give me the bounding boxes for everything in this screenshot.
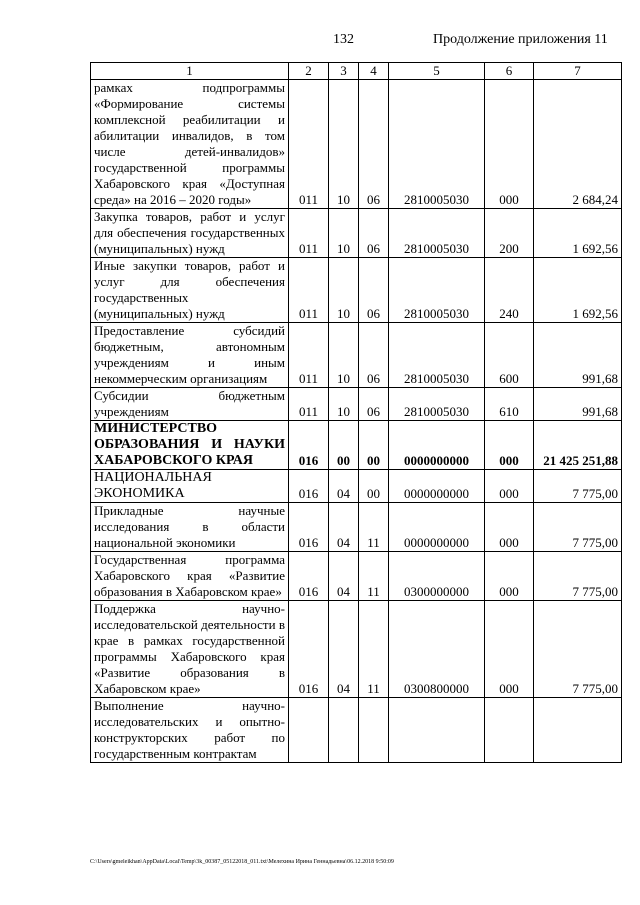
row-amount: 21 425 251,88 <box>534 421 622 470</box>
row-code-ministry: 016 <box>289 470 329 503</box>
budget-table <box>90 62 622 763</box>
row-code-section: 10 <box>329 80 359 209</box>
row-name: Иные закупки товаров, работ и услуг для обеспечения государственных (муниципальных) нужд <box>91 258 289 323</box>
row-code-expense: 600 <box>485 323 534 388</box>
row-code-section: 04 <box>329 503 359 552</box>
row-code-ministry: 016 <box>289 552 329 601</box>
column-header: 4 <box>359 63 389 80</box>
row-code-subsection: 06 <box>359 323 389 388</box>
table-row-section <box>91 470 622 503</box>
row-code-section: 04 <box>329 601 359 698</box>
row-code-target: 0000000000 <box>389 503 485 552</box>
column-header: 3 <box>329 63 359 80</box>
row-code-subsection: 00 <box>359 421 389 470</box>
row-amount: 7 775,00 <box>534 601 622 698</box>
row-code-subsection: 06 <box>359 209 389 258</box>
row-code-subsection: 11 <box>359 552 389 601</box>
row-code-ministry <box>289 698 329 763</box>
row-amount <box>534 698 622 763</box>
page-number: 132 <box>333 32 354 47</box>
row-code-expense: 000 <box>485 552 534 601</box>
row-code-ministry: 011 <box>289 80 329 209</box>
row-amount: 7 775,00 <box>534 552 622 601</box>
row-code-target: 0300000000 <box>389 552 485 601</box>
column-header: 6 <box>485 63 534 80</box>
row-code-section: 10 <box>329 209 359 258</box>
row-code-target: 0000000000 <box>389 421 485 470</box>
table-row <box>91 388 622 421</box>
row-code-ministry: 011 <box>289 258 329 323</box>
table-row <box>91 209 622 258</box>
row-code-target: 0300800000 <box>389 601 485 698</box>
row-name: Государственная программа Хабаровского края «Развитие образования в Хабаровском крае» <box>91 552 289 601</box>
row-code-section: 10 <box>329 323 359 388</box>
row-code-expense: 000 <box>485 470 534 503</box>
row-code-expense: 610 <box>485 388 534 421</box>
row-amount: 2 684,24 <box>534 80 622 209</box>
row-code-section <box>329 698 359 763</box>
table-row <box>91 80 622 209</box>
row-code-subsection: 11 <box>359 503 389 552</box>
row-code-target: 2810005030 <box>389 323 485 388</box>
row-code-section: 04 <box>329 552 359 601</box>
file-path-footer: C:\Users\gmeleikhan\AppData\Local\Temp\3k_00387_05122018_011.txt\Мелехина Ирина Геннадьевна\06.12.2018 9:50:09 <box>90 859 394 865</box>
row-code-section: 04 <box>329 470 359 503</box>
row-code-target <box>389 698 485 763</box>
row-code-target: 0000000000 <box>389 470 485 503</box>
column-numbers-row <box>91 63 622 80</box>
row-name: Предоставление субсидий бюджетным, автономным учреждениям и иным некоммерческим организациям <box>91 323 289 388</box>
row-code-expense: 200 <box>485 209 534 258</box>
row-name: Закупка товаров, работ и услуг для обеспечения государственных (муниципальных) нужд <box>91 209 289 258</box>
row-code-section: 00 <box>329 421 359 470</box>
row-code-subsection <box>359 698 389 763</box>
row-code-target: 2810005030 <box>389 258 485 323</box>
column-header: 5 <box>389 63 485 80</box>
row-amount: 991,68 <box>534 323 622 388</box>
row-name: Субсидии бюджетным учреждениям <box>91 388 289 421</box>
column-header: 7 <box>534 63 622 80</box>
row-code-target: 2810005030 <box>389 388 485 421</box>
table-row <box>91 323 622 388</box>
table-row <box>91 552 622 601</box>
row-code-subsection: 06 <box>359 388 389 421</box>
row-code-expense <box>485 698 534 763</box>
row-code-expense: 000 <box>485 503 534 552</box>
row-amount: 7 775,00 <box>534 503 622 552</box>
row-code-expense: 000 <box>485 601 534 698</box>
row-code-ministry: 016 <box>289 421 329 470</box>
row-name: НАЦИОНАЛЬНАЯ ЭКОНОМИКА <box>91 470 289 503</box>
table-row <box>91 601 622 698</box>
row-amount: 1 692,56 <box>534 258 622 323</box>
row-code-expense: 000 <box>485 421 534 470</box>
row-code-expense: 000 <box>485 80 534 209</box>
table-row <box>91 258 622 323</box>
row-code-ministry: 016 <box>289 601 329 698</box>
column-header: 2 <box>289 63 329 80</box>
row-amount: 1 692,56 <box>534 209 622 258</box>
row-code-ministry: 011 <box>289 323 329 388</box>
row-name: Поддержка научно-исследовательской деятельности в крае в рамках государственной программы Хабаровского края «Развитие образования в Хабаровском крае» <box>91 601 289 698</box>
row-code-ministry: 016 <box>289 503 329 552</box>
row-code-subsection: 06 <box>359 258 389 323</box>
row-code-section: 10 <box>329 258 359 323</box>
row-code-ministry: 011 <box>289 209 329 258</box>
row-code-subsection: 00 <box>359 470 389 503</box>
table-row <box>91 698 622 763</box>
row-code-subsection: 06 <box>359 80 389 209</box>
table-row-ministry <box>91 421 622 470</box>
row-code-subsection: 11 <box>359 601 389 698</box>
row-amount: 991,68 <box>534 388 622 421</box>
row-code-section: 10 <box>329 388 359 421</box>
row-code-target: 2810005030 <box>389 209 485 258</box>
row-name: Прикладные научные исследования в области национальной экономики <box>91 503 289 552</box>
row-code-ministry: 011 <box>289 388 329 421</box>
column-header: 1 <box>91 63 289 80</box>
row-name: рамках подпрограммы «Формирование системы комплексной реабилитации и абилитации инвалидов, в том числе детей-инвалидов» государственной программы Хабаровского края «Доступная среда» на 2016 – 2020 годы» <box>91 80 289 209</box>
row-code-target: 2810005030 <box>389 80 485 209</box>
row-code-expense: 240 <box>485 258 534 323</box>
table-row <box>91 503 622 552</box>
row-name: Выполнение научно-исследовательских и опытно-конструкторских работ по государственным контрактам <box>91 698 289 763</box>
row-amount: 7 775,00 <box>534 470 622 503</box>
appendix-label: Продолжение приложения 11 <box>433 32 608 47</box>
row-name: МИНИСТЕРСТВО ОБРАЗОВАНИЯ И НАУКИ ХАБАРОВСКОГО КРАЯ <box>91 421 289 470</box>
